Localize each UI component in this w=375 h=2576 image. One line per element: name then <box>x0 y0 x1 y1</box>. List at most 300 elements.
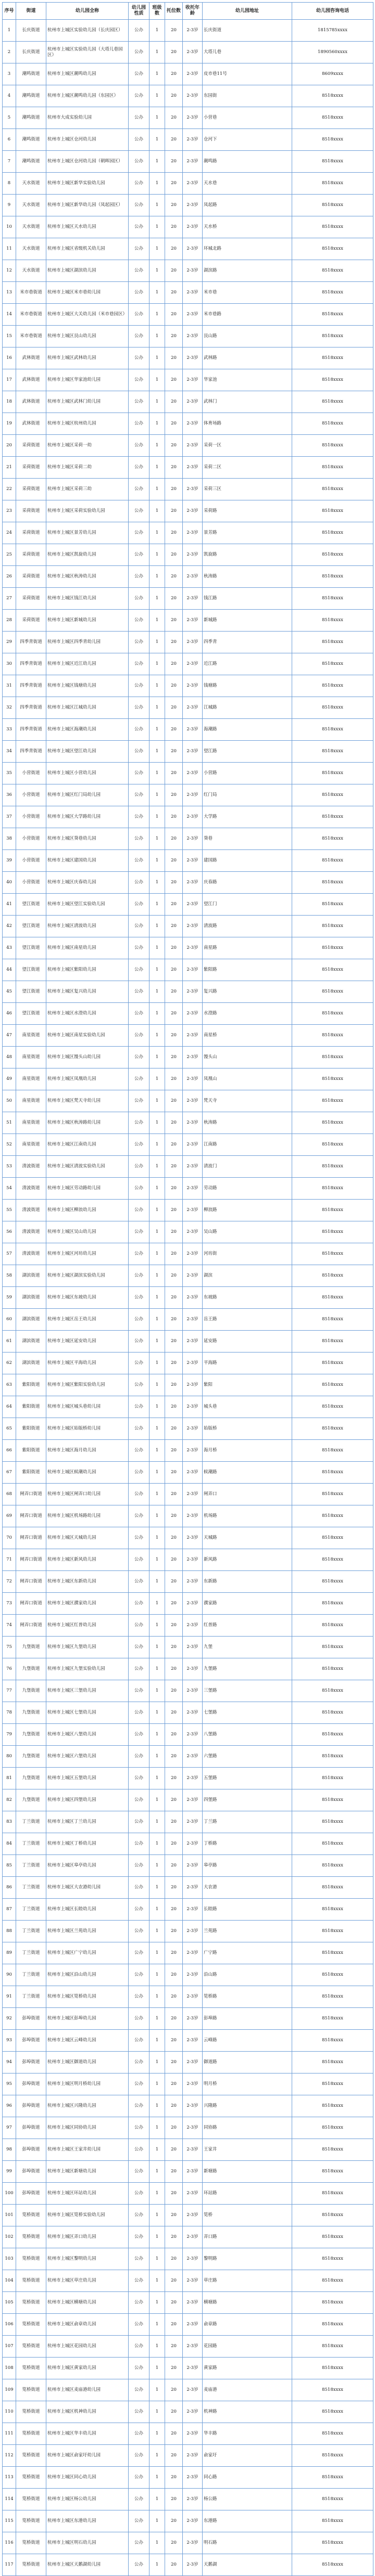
cell-index: 56 <box>3 1221 16 1243</box>
cell-capacity: 20 <box>165 173 183 195</box>
cell-capacity: 20 <box>165 2336 183 2358</box>
cell-age: 2-3岁 <box>183 1702 203 1724</box>
cell-age: 2-3岁 <box>183 216 203 238</box>
cell-phone: 8518xxxx <box>292 1200 373 1221</box>
table-row <box>3 1505 373 1527</box>
cell-index: 75 <box>3 1637 16 1658</box>
header-capacity: 托位数 <box>165 3 183 20</box>
cell-index: 12 <box>3 260 16 282</box>
cell-street: 湖滨街道 <box>16 1287 46 1309</box>
cell-name: 杭州市上城区天城幼儿园 <box>46 1527 129 1549</box>
table-row <box>3 2226 373 2248</box>
cell-phone: 8518xxxx <box>292 1353 373 1374</box>
cell-street: 笕桥街道 <box>16 2226 46 2248</box>
cell-phone: 8518xxxx <box>292 828 373 850</box>
cell-capacity: 20 <box>165 937 183 959</box>
cell-classes: 1 <box>149 544 165 566</box>
cell-name: 杭州市上城区大关幼儿园（米市巷园区） <box>46 304 129 326</box>
cell-classes: 1 <box>149 828 165 850</box>
cell-name: 杭州市上城区草庄幼儿园 <box>46 2270 129 2292</box>
cell-age: 2-3岁 <box>183 981 203 1003</box>
cell-street: 小营街道 <box>16 850 46 872</box>
cell-capacity: 20 <box>165 304 183 326</box>
cell-address: 近江路 <box>203 653 292 675</box>
cell-name: 杭州市上城区仓河幼儿园（朝晖园区） <box>46 151 129 173</box>
cell-age: 2-3岁 <box>183 1440 203 1462</box>
cell-classes: 1 <box>149 1768 165 1789</box>
cell-phone: 8609xxxx <box>292 63 373 85</box>
cell-index: 102 <box>3 2226 16 2248</box>
cell-index: 77 <box>3 1680 16 1702</box>
cell-index: 39 <box>3 850 16 872</box>
cell-age: 2-3岁 <box>183 1724 203 1746</box>
cell-type: 公办 <box>129 1068 149 1090</box>
cell-capacity: 20 <box>165 1833 183 1855</box>
table-row <box>3 1418 373 1440</box>
cell-capacity: 20 <box>165 741 183 763</box>
cell-capacity: 20 <box>165 872 183 894</box>
cell-index: 97 <box>3 2117 16 2139</box>
cell-phone: 8518xxxx <box>292 2073 373 2095</box>
cell-type: 公办 <box>129 1877 149 1899</box>
cell-capacity: 20 <box>165 500 183 522</box>
cell-type: 公办 <box>129 2161 149 2183</box>
table-row <box>3 1527 373 1549</box>
cell-capacity: 20 <box>165 2467 183 2489</box>
cell-name: 杭州市上城区新塘幼儿园 <box>46 2161 129 2183</box>
cell-index: 49 <box>3 1068 16 1090</box>
table-row <box>3 20 373 42</box>
cell-address: 凤凰山 <box>203 1068 292 1090</box>
cell-classes: 1 <box>149 2270 165 2292</box>
cell-street: 丁兰街道 <box>16 1964 46 1986</box>
cell-name: 杭州市上城区紫阳幼儿园 <box>46 959 129 981</box>
cell-phone: 8518xxxx <box>292 2554 373 2576</box>
cell-name: 杭州市上城区九堡幼儿园 <box>46 1637 129 1658</box>
table-row <box>3 828 373 850</box>
cell-index: 9 <box>3 195 16 216</box>
cell-capacity: 20 <box>165 2379 183 2401</box>
table-row <box>3 1003 373 1025</box>
cell-address: 东坡路 <box>203 1287 292 1309</box>
cell-type: 公办 <box>129 369 149 391</box>
cell-street: 闸弄口街道 <box>16 1527 46 1549</box>
table-row <box>3 1964 373 1986</box>
cell-capacity: 20 <box>165 1200 183 1221</box>
cell-age: 2-3岁 <box>183 850 203 872</box>
table-row <box>3 304 373 326</box>
cell-name: 杭州市上城区红门局幼儿园 <box>46 784 129 806</box>
cell-type: 公办 <box>129 2248 149 2270</box>
cell-age: 2-3岁 <box>183 522 203 544</box>
cell-index: 86 <box>3 1877 16 1899</box>
table-row <box>3 2423 373 2445</box>
cell-name: 杭州市上城区黄家幼儿园 <box>46 2358 129 2379</box>
cell-street: 四季青街道 <box>16 719 46 741</box>
table-row <box>3 2510 373 2532</box>
cell-type: 公办 <box>129 1047 149 1068</box>
cell-capacity: 20 <box>165 1221 183 1243</box>
cell-capacity: 20 <box>165 1309 183 1331</box>
cell-classes: 1 <box>149 653 165 675</box>
cell-street: 四季青街道 <box>16 697 46 719</box>
cell-address: 湖滨 <box>203 1265 292 1287</box>
table-row <box>3 1637 373 1658</box>
cell-type: 公办 <box>129 347 149 369</box>
cell-classes: 1 <box>149 959 165 981</box>
cell-address: 清波路 <box>203 916 292 937</box>
cell-type: 公办 <box>129 238 149 260</box>
table-row <box>3 216 373 238</box>
cell-name: 杭州市上城区景芳幼儿园 <box>46 522 129 544</box>
cell-age: 2-3岁 <box>183 1505 203 1527</box>
cell-index: 26 <box>3 566 16 588</box>
cell-classes: 1 <box>149 1505 165 1527</box>
cell-capacity: 20 <box>165 1484 183 1505</box>
cell-capacity: 20 <box>165 2489 183 2510</box>
cell-classes: 1 <box>149 1833 165 1855</box>
cell-index: 25 <box>3 544 16 566</box>
cell-classes: 1 <box>149 1003 165 1025</box>
cell-classes: 1 <box>149 2314 165 2336</box>
cell-capacity: 20 <box>165 675 183 697</box>
cell-street: 天水街道 <box>16 216 46 238</box>
cell-index: 112 <box>3 2445 16 2467</box>
cell-classes: 1 <box>149 1243 165 1265</box>
cell-index: 62 <box>3 1353 16 1374</box>
cell-address: 环站路 <box>203 2183 292 2205</box>
cell-phone: 8518xxxx <box>292 1505 373 1527</box>
cell-name: 杭州市上城区钱塘幼儿园 <box>46 675 129 697</box>
cell-street: 丁兰街道 <box>16 1877 46 1899</box>
cell-street: 南星街道 <box>16 1068 46 1090</box>
cell-type: 公办 <box>129 719 149 741</box>
cell-name: 杭州市上城区劳动路幼儿园 <box>46 1178 129 1200</box>
cell-age: 2-3岁 <box>183 741 203 763</box>
cell-index: 80 <box>3 1746 16 1768</box>
cell-classes: 1 <box>149 129 165 151</box>
cell-phone: 8518xxxx <box>292 1768 373 1789</box>
cell-classes: 1 <box>149 2467 165 2489</box>
cell-capacity: 20 <box>165 2445 183 2467</box>
cell-type: 公办 <box>129 522 149 544</box>
cell-phone: 8518xxxx <box>292 347 373 369</box>
cell-capacity: 20 <box>165 1090 183 1112</box>
cell-name: 杭州市上城区建国幼儿园 <box>46 850 129 872</box>
table-row <box>3 2379 373 2401</box>
cell-type: 公办 <box>129 916 149 937</box>
cell-street: 笕桥街道 <box>16 2467 46 2489</box>
cell-address: 云峰路 <box>203 2030 292 2052</box>
cell-phone: 8518xxxx <box>292 1374 373 1396</box>
cell-name: 杭州市上城区新风幼儿园 <box>46 1549 129 1571</box>
cell-address: 花园路 <box>203 2336 292 2358</box>
cell-name: 杭州市上城区新华幼儿园（凤起园区） <box>46 195 129 216</box>
cell-capacity: 20 <box>165 1855 183 1877</box>
cell-street: 南星街道 <box>16 1047 46 1068</box>
cell-capacity: 20 <box>165 1637 183 1658</box>
cell-name: 杭州市上城区五堡幼儿园 <box>46 1768 129 1789</box>
cell-capacity: 20 <box>165 719 183 741</box>
cell-type: 公办 <box>129 216 149 238</box>
cell-classes: 1 <box>149 1921 165 1942</box>
cell-address: 兴隆路 <box>203 2095 292 2117</box>
cell-age: 2-3岁 <box>183 653 203 675</box>
table-row <box>3 1986 373 2008</box>
cell-name: 杭州市上城区红普幼儿园 <box>46 1615 129 1637</box>
cell-phone: 8518xxxx <box>292 1221 373 1243</box>
cell-type: 公办 <box>129 937 149 959</box>
cell-street: 天水街道 <box>16 238 46 260</box>
table-row <box>3 2336 373 2358</box>
cell-street: 长庆街道 <box>16 20 46 42</box>
cell-name: 杭州市上城区紫阳实验幼儿园 <box>46 1374 129 1396</box>
cell-name: 杭州市上城区御道幼儿园 <box>46 2052 129 2073</box>
cell-age: 2-3岁 <box>183 697 203 719</box>
cell-address: 皋亭路 <box>203 1855 292 1877</box>
cell-name: 杭州市上城区笕桥实验幼儿园 <box>46 2205 129 2226</box>
cell-capacity: 20 <box>165 916 183 937</box>
cell-name: 杭州市上城区东新幼儿园 <box>46 1571 129 1593</box>
table-row <box>3 1200 373 1221</box>
cell-phone: 8518xxxx <box>292 2532 373 2554</box>
table-row <box>3 1090 373 1112</box>
cell-classes: 1 <box>149 2489 165 2510</box>
table-row <box>3 588 373 610</box>
cell-classes: 1 <box>149 872 165 894</box>
cell-age: 2-3岁 <box>183 1571 203 1593</box>
cell-name: 杭州市上城区江南幼儿园 <box>46 1134 129 1156</box>
cell-classes: 1 <box>149 2423 165 2445</box>
cell-address: 东园街 <box>203 85 292 107</box>
cell-phone: 8518xxxx <box>292 522 373 544</box>
cell-name: 杭州市上城区长睦幼儿园 <box>46 1899 129 1921</box>
cell-type: 公办 <box>129 500 149 522</box>
cell-age: 2-3岁 <box>183 2139 203 2161</box>
cell-classes: 1 <box>149 806 165 828</box>
cell-type: 公办 <box>129 479 149 500</box>
cell-phone: 8518xxxx <box>292 2030 373 2052</box>
cell-address: 小营巷 <box>203 107 292 129</box>
cell-name: 杭州市上城区清波幼儿园 <box>46 916 129 937</box>
cell-age: 2-3岁 <box>183 2423 203 2445</box>
cell-street: 彭埠街道 <box>16 2117 46 2139</box>
cell-index: 32 <box>3 697 16 719</box>
cell-phone: 8518xxxx <box>292 260 373 282</box>
cell-address: 海潮路 <box>203 719 292 741</box>
table-row <box>3 42 373 63</box>
cell-age: 2-3岁 <box>183 282 203 304</box>
cell-index: 22 <box>3 479 16 500</box>
cell-phone: 8518xxxx <box>292 2161 373 2183</box>
cell-index: 100 <box>3 2183 16 2205</box>
table-row <box>3 1047 373 1068</box>
cell-phone: 8518xxxx <box>292 2270 373 2292</box>
table-row <box>3 675 373 697</box>
cell-index: 116 <box>3 2532 16 2554</box>
cell-type: 公办 <box>129 1811 149 1833</box>
table-row <box>3 981 373 1003</box>
cell-name: 杭州市上城区柳浪幼儿园 <box>46 1200 129 1221</box>
cell-phone: 8518xxxx <box>292 806 373 828</box>
cell-classes: 1 <box>149 479 165 500</box>
cell-phone: 8518xxxx <box>292 741 373 763</box>
cell-address: 建国路 <box>203 850 292 872</box>
cell-classes: 1 <box>149 1899 165 1921</box>
cell-age: 2-3岁 <box>183 566 203 588</box>
table-row <box>3 1921 373 1942</box>
cell-phone: 8518xxxx <box>292 1658 373 1680</box>
cell-age: 2-3岁 <box>183 2030 203 2052</box>
cell-phone: 8518xxxx <box>292 151 373 173</box>
cell-street: 闸弄口街道 <box>16 1484 46 1505</box>
cell-index: 51 <box>3 1112 16 1134</box>
cell-address: 南星桥 <box>203 1025 292 1047</box>
cell-address: 天水巷 <box>203 173 292 195</box>
cell-index: 20 <box>3 435 16 457</box>
cell-address: 长睦路 <box>203 1899 292 1921</box>
cell-street: 武林街道 <box>16 347 46 369</box>
cell-index: 29 <box>3 632 16 653</box>
cell-street: 笕桥街道 <box>16 2401 46 2423</box>
table-row <box>3 2248 373 2270</box>
table-row <box>3 326 373 347</box>
cell-address: 江城路 <box>203 697 292 719</box>
cell-capacity: 20 <box>165 238 183 260</box>
cell-name: 杭州市上城区新华实验幼儿园 <box>46 173 129 195</box>
cell-name: 杭州市上城区采荷实验幼儿园 <box>46 500 129 522</box>
cell-name: 杭州市上城区机神幼儿园 <box>46 2401 129 2423</box>
cell-classes: 1 <box>149 1178 165 1200</box>
cell-name: 杭州市上城区岳王幼儿园 <box>46 1309 129 1331</box>
cell-capacity: 20 <box>165 632 183 653</box>
cell-phone: 8518xxxx <box>292 2467 373 2489</box>
cell-capacity: 20 <box>165 544 183 566</box>
cell-address: 大学路 <box>203 806 292 828</box>
cell-age: 2-3岁 <box>183 1637 203 1658</box>
cell-phone: 8518xxxx <box>292 1265 373 1287</box>
cell-classes: 1 <box>149 1374 165 1396</box>
cell-index: 53 <box>3 1156 16 1178</box>
cell-classes: 1 <box>149 1680 165 1702</box>
cell-capacity: 20 <box>165 151 183 173</box>
cell-type: 公办 <box>129 1440 149 1462</box>
cell-capacity: 20 <box>165 1724 183 1746</box>
cell-index: 33 <box>3 719 16 741</box>
cell-address: 城头巷 <box>203 1396 292 1418</box>
cell-classes: 1 <box>149 2117 165 2139</box>
cell-index: 16 <box>3 347 16 369</box>
cell-address: 皮市巷11号 <box>203 63 292 85</box>
cell-phone: 8518xxxx <box>292 1068 373 1090</box>
cell-type: 公办 <box>129 326 149 347</box>
cell-address: 紫阳 <box>203 1374 292 1396</box>
cell-address: 采荷一区 <box>203 435 292 457</box>
cell-age: 2-3岁 <box>183 632 203 653</box>
cell-name: 杭州市上城区城头巷幼儿园 <box>46 1396 129 1418</box>
table-body <box>3 20 373 2576</box>
cell-name: 杭州市上城区濮家幼儿园 <box>46 1593 129 1615</box>
cell-age: 2-3岁 <box>183 1396 203 1418</box>
cell-name: 杭州市上城区吴山幼儿园 <box>46 1221 129 1243</box>
cell-age: 2-3岁 <box>183 1309 203 1331</box>
cell-capacity: 20 <box>165 260 183 282</box>
cell-type: 公办 <box>129 544 149 566</box>
cell-type: 公办 <box>129 1156 149 1178</box>
cell-index: 87 <box>3 1899 16 1921</box>
table-row <box>3 195 373 216</box>
cell-type: 公办 <box>129 2489 149 2510</box>
cell-index: 92 <box>3 2008 16 2030</box>
cell-phone: 8518xxxx <box>292 369 373 391</box>
cell-phone: 8518xxxx <box>292 697 373 719</box>
header-classes: 班级数 <box>149 3 165 20</box>
cell-street: 九堡街道 <box>16 1702 46 1724</box>
cell-capacity: 20 <box>165 1942 183 1964</box>
cell-address: 吴山路 <box>203 1221 292 1243</box>
cell-capacity: 20 <box>165 1615 183 1637</box>
cell-phone: 8518xxxx <box>292 1811 373 1833</box>
cell-address: 清波门 <box>203 1156 292 1178</box>
cell-classes: 1 <box>149 347 165 369</box>
cell-index: 81 <box>3 1768 16 1789</box>
table-row <box>3 632 373 653</box>
cell-type: 公办 <box>129 959 149 981</box>
table-row <box>3 85 373 107</box>
cell-index: 57 <box>3 1243 16 1265</box>
cell-street: 笕桥街道 <box>16 2270 46 2292</box>
cell-phone: 8518xxxx <box>292 1331 373 1353</box>
cell-age: 2-3岁 <box>183 784 203 806</box>
cell-name: 杭州市上城区米市巷幼儿园 <box>46 282 129 304</box>
cell-capacity: 20 <box>165 2117 183 2139</box>
cell-street: 天水街道 <box>16 173 46 195</box>
cell-street: 笕桥街道 <box>16 2248 46 2270</box>
cell-classes: 1 <box>149 63 165 85</box>
cell-capacity: 20 <box>165 784 183 806</box>
cell-index: 42 <box>3 916 16 937</box>
cell-age: 2-3岁 <box>183 2532 203 2554</box>
cell-name: 杭州市上城区实验幼儿园（长庆园区） <box>46 20 129 42</box>
cell-classes: 1 <box>149 610 165 632</box>
cell-type: 公办 <box>129 566 149 588</box>
cell-index: 6 <box>3 129 16 151</box>
cell-type: 公办 <box>129 2073 149 2095</box>
cell-street: 笕桥街道 <box>16 2336 46 2358</box>
cell-street: 小营街道 <box>16 763 46 784</box>
cell-classes: 1 <box>149 2292 165 2314</box>
cell-address: 丁桥路 <box>203 1833 292 1855</box>
cell-phone: 8518xxxx <box>292 1462 373 1484</box>
cell-address: 候潮路 <box>203 1462 292 1484</box>
cell-age: 2-3岁 <box>183 806 203 828</box>
cell-capacity: 20 <box>165 2358 183 2379</box>
cell-name: 杭州市上城区庆春幼儿园 <box>46 872 129 894</box>
cell-name: 杭州市上城区新城幼儿园 <box>46 610 129 632</box>
cell-classes: 1 <box>149 1637 165 1658</box>
cell-capacity: 20 <box>165 129 183 151</box>
cell-street: 笕桥街道 <box>16 2489 46 2510</box>
table-row <box>3 2532 373 2554</box>
cell-type: 公办 <box>129 1593 149 1615</box>
cell-index: 27 <box>3 588 16 610</box>
cell-street: 九堡街道 <box>16 1658 46 1680</box>
cell-phone: 8518xxxx <box>292 1637 373 1658</box>
cell-type: 公办 <box>129 1374 149 1396</box>
cell-type: 公办 <box>129 1921 149 1942</box>
cell-phone: 8518xxxx <box>292 1112 373 1134</box>
cell-type: 公办 <box>129 1702 149 1724</box>
